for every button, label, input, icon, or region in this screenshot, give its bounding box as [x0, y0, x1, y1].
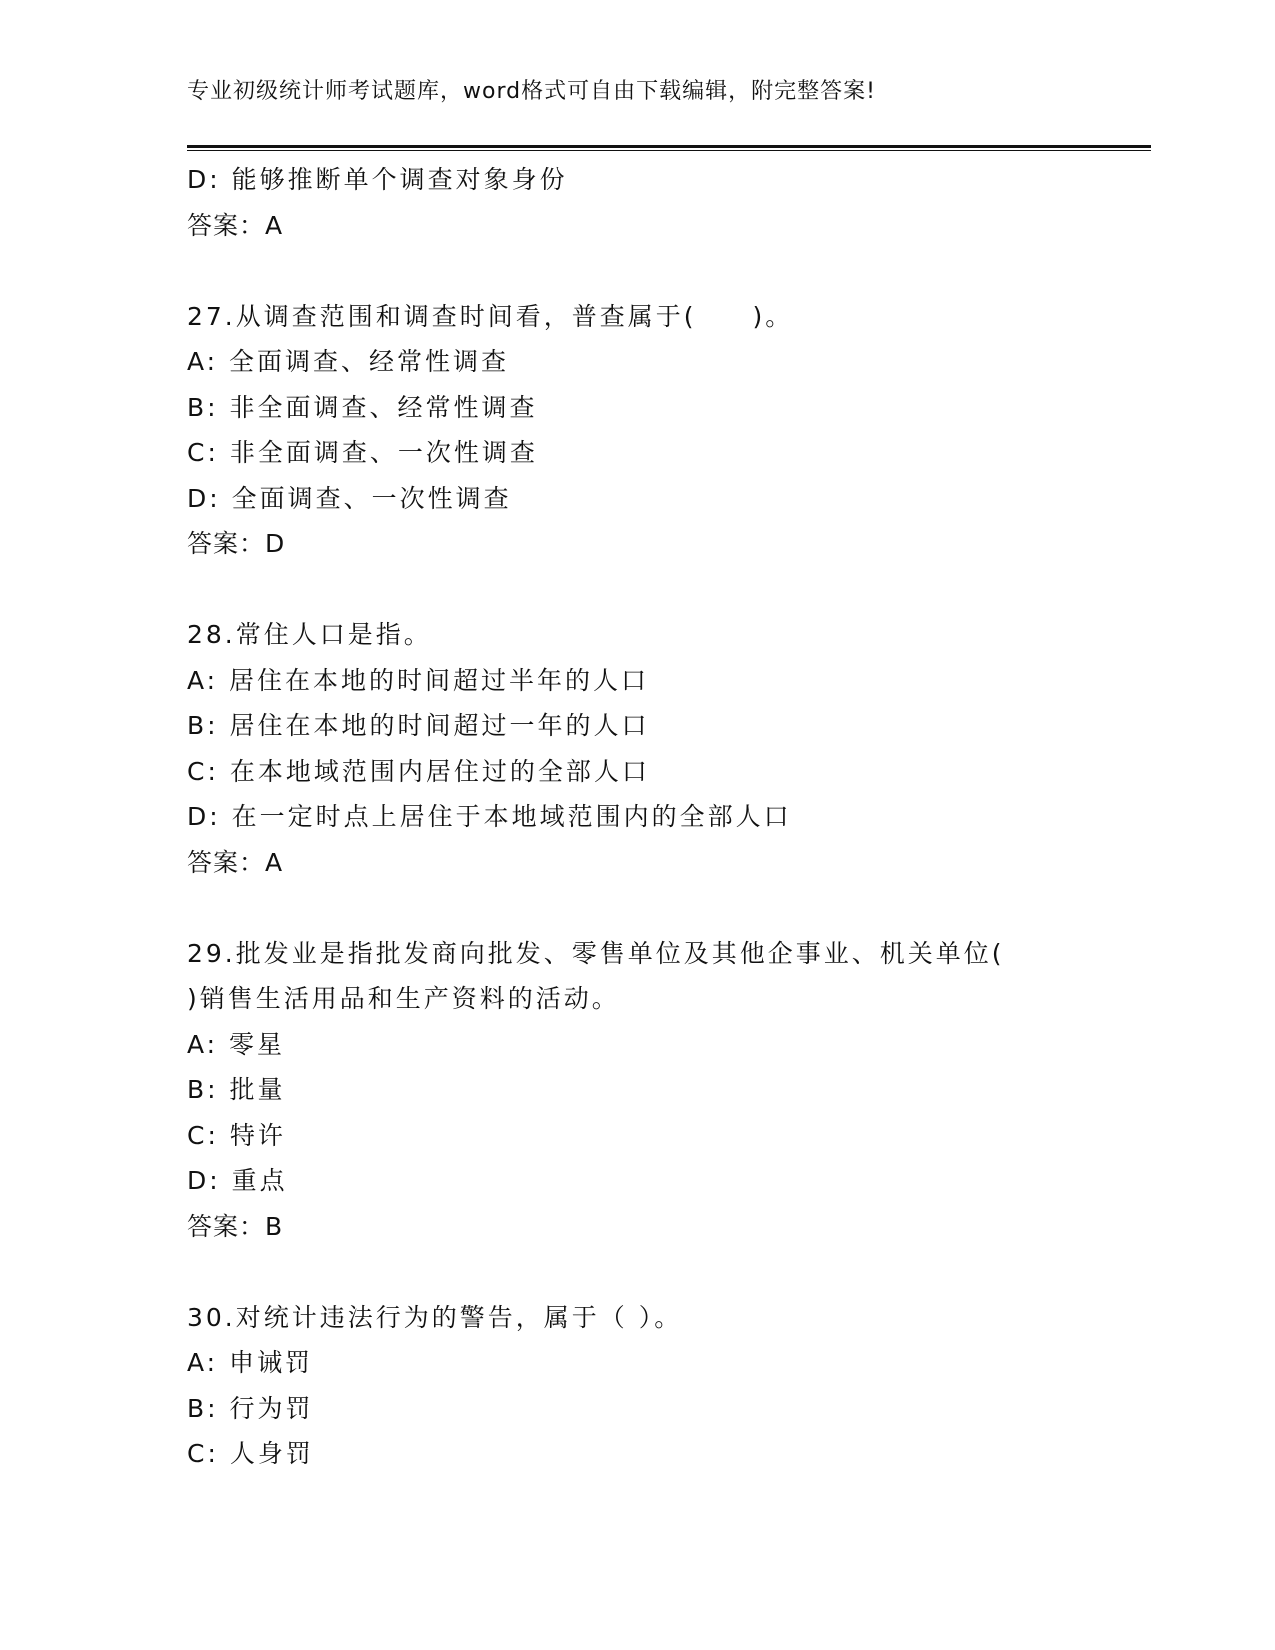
- option-d: D: 重点: [187, 1166, 288, 1195]
- option-a: A: 申诫罚: [187, 1348, 314, 1377]
- page-header: 专业初级统计师考试题库，word格式可自由下载编辑，附完整答案!: [187, 79, 876, 104]
- question-stem: 27.从调查范围和调查时间看，普查属于( )。: [187, 301, 794, 331]
- option-a: A: 全面调查、经常性调查: [187, 347, 510, 376]
- spacer: [187, 1249, 1117, 1295]
- answer: 答案：A: [187, 847, 284, 877]
- spacer: [187, 885, 1117, 931]
- header-rule-thick: [187, 145, 1151, 148]
- option-b: B: 非全面调查、经常性调查: [187, 392, 538, 422]
- answer: 答案：A: [187, 210, 284, 240]
- question-stem: 29.批发业是指批发商向批发、零售单位及其他企事业、机关单位(: [187, 938, 1005, 968]
- question-stem: 28.常住人口是指。: [187, 620, 432, 649]
- question-stem: 30.对统计违法行为的警告，属于（ ）。: [187, 1302, 683, 1332]
- option-a: A: 居住在本地的时间超过半年的人口: [187, 665, 650, 695]
- header-rule-thin: [187, 150, 1151, 151]
- answer: 答案：D: [187, 529, 286, 558]
- option-b: B: 居住在本地的时间超过一年的人口: [187, 711, 650, 740]
- option-d: D: 能够推断单个调查对象身份: [187, 165, 568, 194]
- option-c: C: 在本地域范围内居住过的全部人口: [187, 756, 650, 786]
- option-d: D: 全面调查、一次性调查: [187, 483, 512, 513]
- option-a: A: 零星: [187, 1029, 286, 1059]
- option-b: B: 行为罚: [187, 1393, 314, 1423]
- question-stem-continued: )销售生活用品和生产资料的活动。: [187, 984, 620, 1013]
- option-b: B: 批量: [187, 1075, 286, 1104]
- spacer: [187, 248, 1117, 294]
- spacer: [187, 567, 1117, 613]
- question-content: [187, 157, 1117, 1477]
- option-c: C: 特许: [187, 1120, 286, 1150]
- option-d: D: 在一定时点上居住于本地域范围内的全部人口: [187, 802, 792, 831]
- option-c: C: 人身罚: [187, 1439, 314, 1468]
- option-c: C: 非全面调查、一次性调查: [187, 438, 538, 467]
- answer: 答案：B: [187, 1211, 284, 1241]
